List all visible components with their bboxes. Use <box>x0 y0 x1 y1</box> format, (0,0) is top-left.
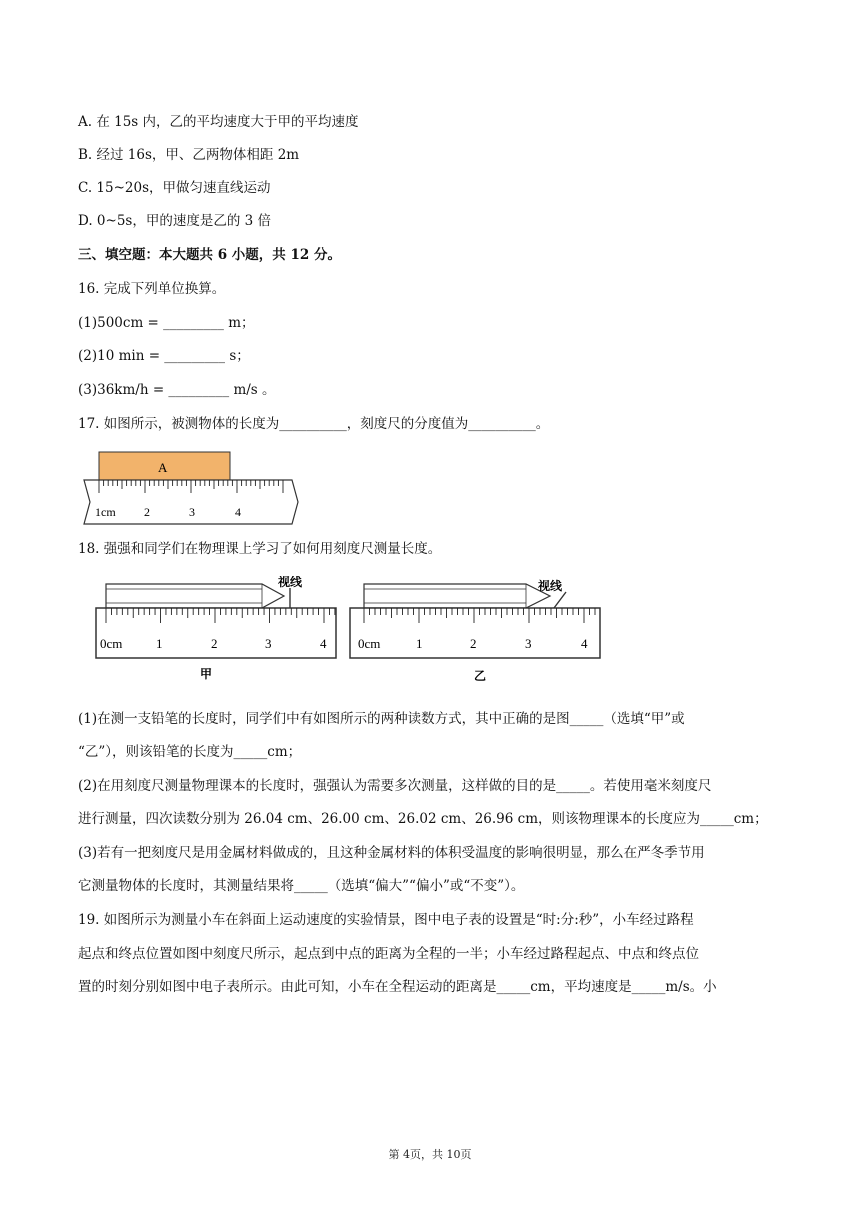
q19-line3: 置的时刻分别如图中电子表所示。由此可知，小车在全程运动的距离是_____cm，平均速度是_____m/s。小 <box>78 979 717 995</box>
page-footer: 第 4页，共 10页 <box>388 1148 472 1161</box>
q18-part2-line2: 进行测量，四次读数分别为 26.04 cm、26.00 cm、26.02 cm、26.96 cm，则该物理课本的长度应为_____cm； <box>78 811 768 827</box>
tick-label-3: 3 <box>189 505 195 519</box>
sight-label: 视线 <box>278 576 303 589</box>
q16-part1: (1)500cm = _________ m； <box>78 315 255 331</box>
panel-yi <box>350 578 600 683</box>
q18-part1-line2: “乙”），则该铅笔的长度为_____cm； <box>78 744 302 760</box>
panel-jia <box>96 576 336 681</box>
section-heading: 三、填空题：本大题共 6 小题，共 12 分。 <box>78 247 341 263</box>
tick-label-3: 3 <box>265 636 272 651</box>
q16-part2: (2)10 min = _________ s； <box>78 348 250 364</box>
tick-label-0cm: 0cm <box>100 636 123 651</box>
tick-label-2: 2 <box>211 636 218 651</box>
tick-label-4: 4 <box>320 636 327 651</box>
tick-label-2: 2 <box>144 505 150 519</box>
q17-stem: 17. 如图所示，被测物体的长度为__________，刻度尺的分度值为__________。 <box>78 416 550 432</box>
q19-line1: 19. 如图所示为测量小车在斜面上运动速度的实验情景，图中电子表的设置是“时:分:秒”，小车经过路程 <box>78 912 694 928</box>
tick-label-4: 4 <box>581 636 588 651</box>
q17-ruler-figure <box>78 446 304 532</box>
tick-label-1cm: 1cm <box>95 505 116 519</box>
q16-part3: (3)36km/h = _________ m/s 。 <box>78 382 276 398</box>
tick-label-4: 4 <box>235 505 241 519</box>
tick-label-0cm: 0cm <box>358 636 381 651</box>
tick-label-1: 1 <box>156 636 163 651</box>
caption-yi: 乙 <box>474 669 487 683</box>
q18-part1-line1: (1)在测一支铅笔的长度时，同学们中有如图所示的两种读数方式，其中正确的是图_____（选填“甲”或 <box>78 711 685 727</box>
tick-label-1: 1 <box>416 636 423 651</box>
q19-line2: 起点和终点位置如图中刻度尺所示，起点到中点的距离为全程的一半；小车经过路程起点、中点和终点位 <box>78 946 699 962</box>
q18-part3-line2: 它测量物体的长度时，其测量结果将_____（选填“偏大”“偏小”或“不变”）。 <box>78 878 525 894</box>
pencil <box>364 584 550 608</box>
block-label: A <box>158 460 168 475</box>
option-b: B. 经过 16s，甲、乙两物体相距 2m <box>78 147 300 163</box>
caption-jia: 甲 <box>200 667 213 681</box>
option-a: A. 在 15s 内，乙的平均速度大于甲的平均速度 <box>78 114 359 130</box>
q16-stem: 16. 完成下列单位换算。 <box>78 281 226 297</box>
option-c: C. 15~20s，甲做匀速直线运动 <box>78 180 271 196</box>
option-d: D. 0~5s，甲的速度是乙的 3 倍 <box>78 213 272 229</box>
q18-part3-line1: (3)若有一把刻度尺是用金属材料做成的，且这种金属材料的体积受温度的影响很明显，那么在严冬季节用 <box>78 845 705 861</box>
tick-label-3: 3 <box>525 636 532 651</box>
pencil <box>106 584 284 608</box>
sight-label: 视线 <box>538 579 563 593</box>
q18-part2-line1: (2)在用刻度尺测量物理课本的长度时，强强认为需要多次测量，这样做的目的是_____。若使用毫米刻度尺 <box>78 778 712 794</box>
q18-stem: 18. 强强和同学们在物理课上学习了如何用刻度尺测量长度。 <box>78 541 442 557</box>
tick-label-2: 2 <box>470 636 477 651</box>
q18-pencil-figure <box>94 576 610 694</box>
